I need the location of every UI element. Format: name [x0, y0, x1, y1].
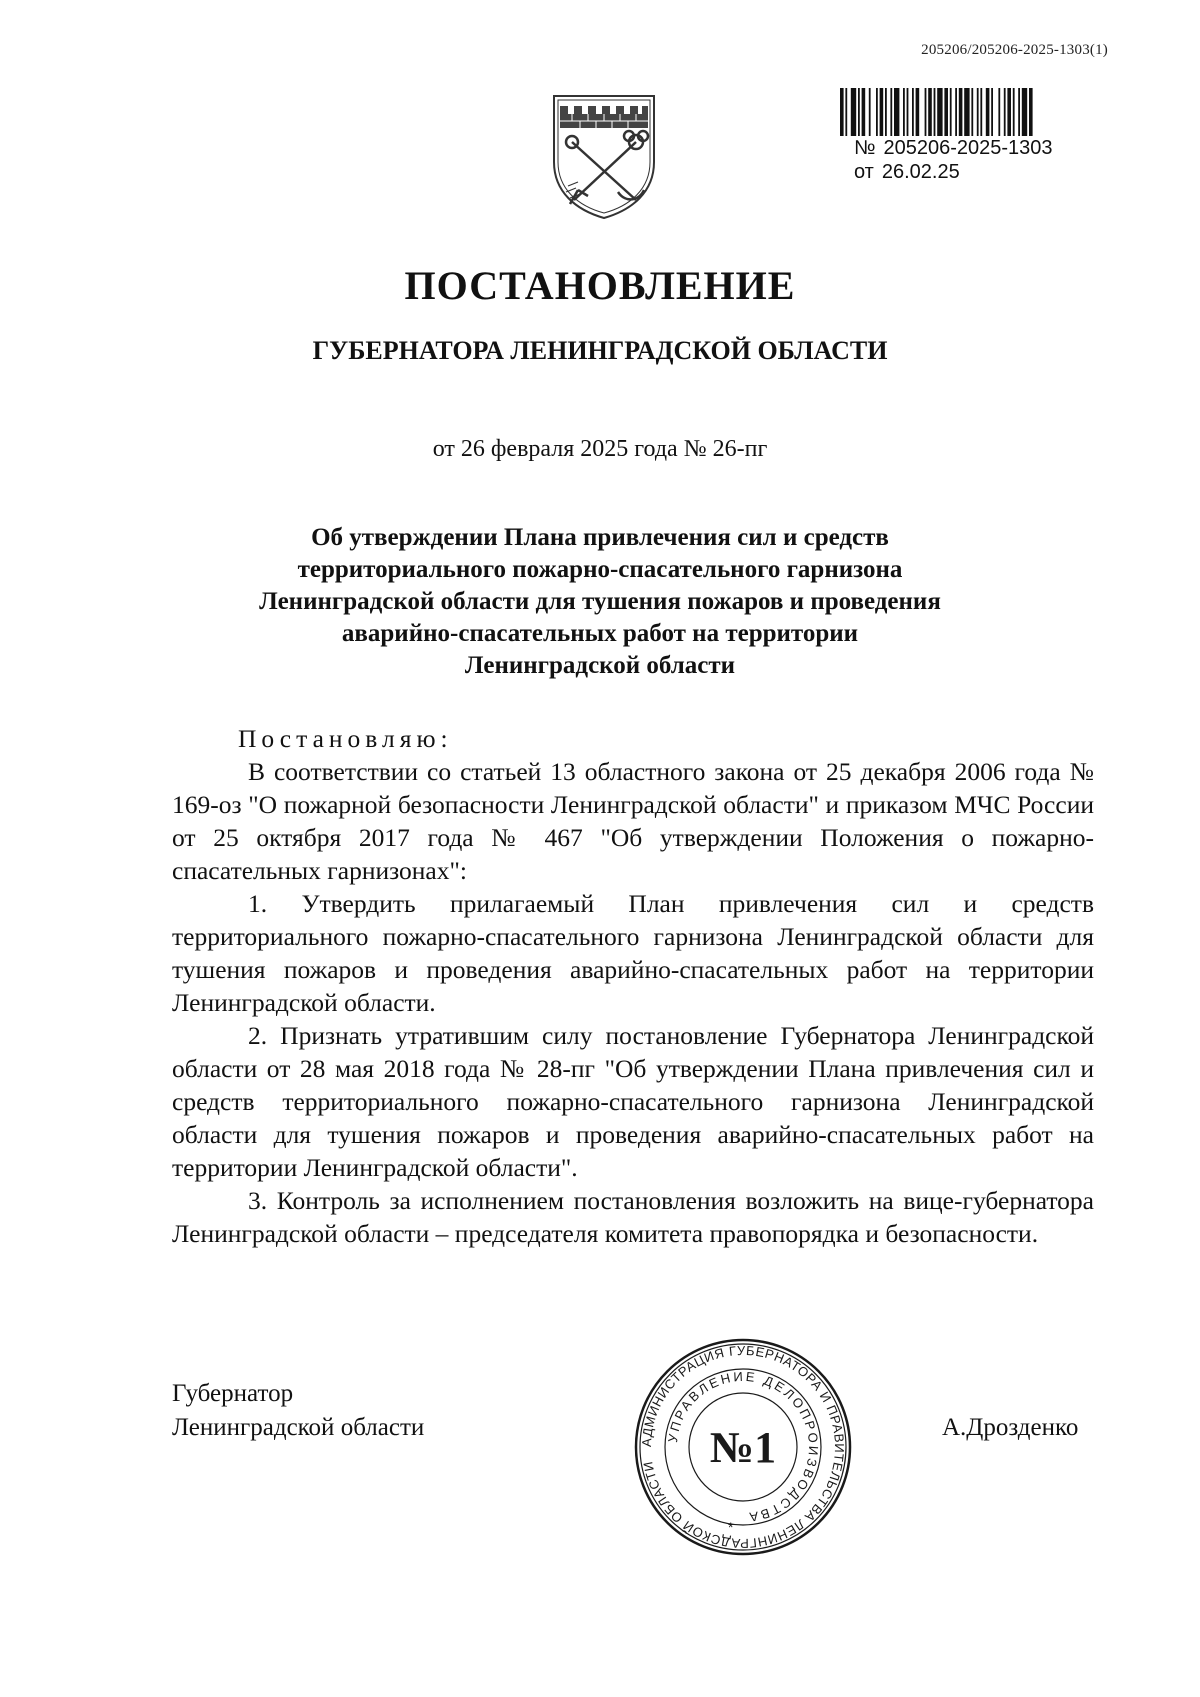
heading-line: Ленинградской области для тушения пожаров и проведения	[259, 588, 941, 615]
document-title: ПОСТАНОВЛЕНИЕ	[404, 263, 796, 308]
official-seal-icon	[632, 1336, 854, 1558]
registration-number	[854, 136, 1110, 160]
item-1-paragraph: 1. Утвердить прилагаемый План привлечения сил и средств территориального пожарно-спасательного гарнизона Ленинградской области для тушения пожаров и проведения аварийно-спасательных работ на территории Ленинградской области.	[172, 889, 1094, 1017]
svg-text:АДМИНИСТРАЦИЯ ГУБЕРНАТОРА И ПР: АДМИНИСТРАЦИЯ ГУБЕРНАТОРА И ПРАВИТЕЛЬСТВА ЛЕНИНГРАДСКОЙ ОБЛАСТИ	[638, 1342, 848, 1552]
document-body	[172, 722, 1094, 1250]
barcode-icon	[840, 88, 1104, 136]
heading-line: Ленинградской области	[464, 652, 736, 679]
document-reference: 205206/205206-2025-1303(1)	[921, 42, 1108, 58]
heading-line: аварийно-спасательных работ на территории	[341, 620, 859, 647]
registration-date-value: 26.02.25	[881, 161, 960, 183]
registration-number-value: 205206-2025-1303	[883, 137, 1053, 159]
document-subtitle: ГУБЕРНАТОРА ЛЕНИНГРАДСКОЙ ОБЛАСТИ	[312, 336, 888, 365]
document-date-number: от 26 февраля 2025 года № 26-пг	[432, 436, 768, 462]
document-heading	[170, 522, 1030, 682]
svg-text:УПРАВЛЕНИЕ ДЕЛОПРОИЗВОДСТВА: УПРАВЛЕНИЕ ДЕЛОПРОИЗВОДСТВА	[665, 1368, 822, 1526]
registration-date	[854, 160, 1110, 184]
coat-of-arms-icon	[548, 92, 660, 220]
item-2-paragraph: 2. Признать утратившим силу постановление Губернатора Ленинградской области от 28 мая 2018 года № 28-пг "Об утверждении Плана привлечения сил и средств территориального пожарно-спасательного гарнизона Ленинградской области для тушения пожаров и проведения аварийно-спасательных работ на территории Ленинградской области".	[172, 1021, 1094, 1182]
item-3-paragraph: 3. Контроль за исполнением постановления возложить на вице-губернатора Ленинградской области – председателя комитета правопорядка и безопасности.	[172, 1186, 1094, 1248]
svg-text:№1: №1	[709, 1423, 777, 1472]
signatory-name: А.Дрозденко	[942, 1414, 1079, 1441]
signatory-position-line: Ленинградской области	[172, 1414, 425, 1441]
decree-word: Постановляю:	[238, 724, 453, 753]
svg-text:*: *	[728, 1519, 734, 1535]
signatory-position-line: Губернатор	[172, 1380, 294, 1407]
signatory-position	[172, 1377, 424, 1445]
registration-date-label: от	[854, 161, 874, 183]
preamble-paragraph: В соответствии со статьей 13 областного закона от 25 декабря 2006 года № 169-оз "О пожарной безопасности Ленинградской области" и приказом МЧС России от 25 октября 2017 года № 467 "Об утверждении Положения о пожарно-спасательных гарнизонах":	[172, 757, 1094, 885]
heading-line: территориального пожарно-спасательного гарнизона	[297, 556, 903, 583]
heading-line: Об утверждении Плана привлечения сил и средств	[311, 524, 889, 551]
registration-number-label: №	[854, 137, 876, 159]
registration-block	[840, 88, 1110, 184]
